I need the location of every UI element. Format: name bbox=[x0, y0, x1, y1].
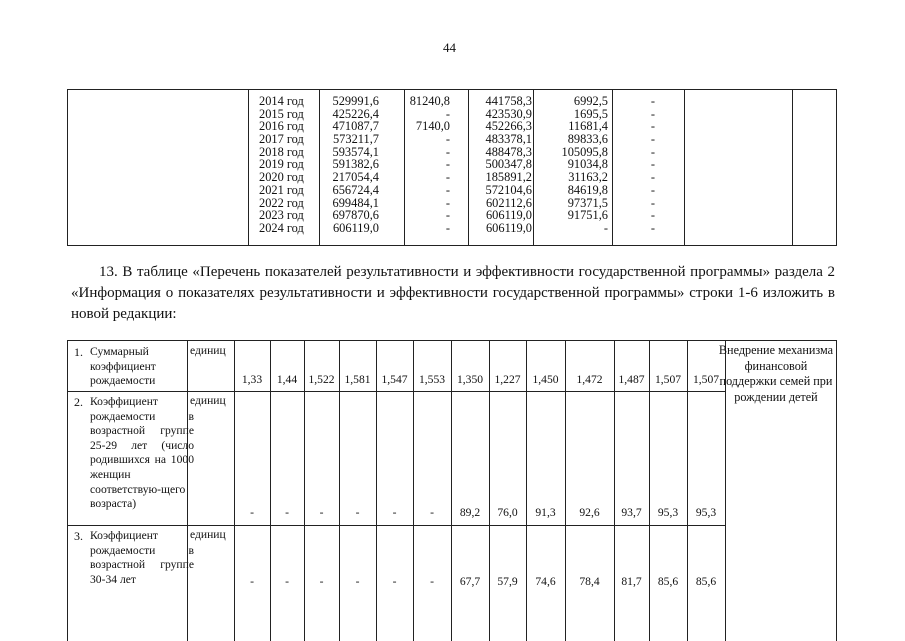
regional-cell: 572104,6 bbox=[485, 182, 532, 197]
page-number: 44 bbox=[443, 40, 456, 55]
year-cell: 2019 год bbox=[259, 157, 304, 172]
regional-cell: 606119,0 bbox=[485, 208, 532, 223]
value-cell: 1,350 bbox=[456, 373, 484, 386]
local-cell: 97371,5 bbox=[567, 195, 608, 210]
value-cell: 1,507 bbox=[692, 373, 720, 386]
local-cell: 91751,6 bbox=[567, 208, 608, 223]
value-cell: - bbox=[392, 506, 397, 519]
measure-note: Внедрение механизма финансовой поддержки семей при рождении детей bbox=[718, 343, 834, 404]
amendment-paragraph bbox=[71, 262, 835, 325]
value-cell: 1,227 bbox=[494, 373, 521, 386]
local-cell: 89833,6 bbox=[567, 132, 608, 147]
other-cell: - bbox=[650, 157, 656, 172]
value-cell: 74,6 bbox=[535, 575, 556, 588]
value-cell: 95,3 bbox=[657, 506, 679, 519]
indicators-table bbox=[67, 340, 837, 641]
year-cell: 2018 год bbox=[259, 144, 304, 159]
value-cell: - bbox=[250, 506, 254, 519]
regional-cell: 602112,6 bbox=[485, 195, 532, 210]
other-cell: - bbox=[650, 220, 656, 235]
value-cell: 1,547 bbox=[381, 373, 408, 386]
value-cell: 1,33 bbox=[241, 373, 263, 386]
value-cell: 1,450 bbox=[532, 373, 559, 386]
row-number: 3. bbox=[74, 529, 83, 543]
federal-cell: - bbox=[445, 106, 450, 121]
years-column bbox=[259, 95, 304, 235]
regional-cell: 452266,3 bbox=[485, 119, 532, 134]
total-cell: 573211,7 bbox=[332, 132, 379, 147]
total-cell: 697870,6 bbox=[332, 208, 379, 223]
federal-cell: - bbox=[445, 182, 450, 197]
value-cell: 93,7 bbox=[621, 506, 642, 519]
year-cell: 2023 год bbox=[259, 208, 304, 223]
value-cell: 91,3 bbox=[535, 506, 556, 519]
value-cell: - bbox=[430, 506, 434, 519]
value-cell: - bbox=[319, 506, 324, 519]
value-cell: 85,6 bbox=[657, 575, 679, 588]
federal-cell: - bbox=[445, 195, 450, 210]
other-cell: - bbox=[650, 208, 656, 223]
regional-cell: 423530,9 bbox=[485, 106, 532, 121]
local-cell: 105095,8 bbox=[561, 144, 608, 159]
federal-cell: - bbox=[445, 157, 450, 172]
value-cell: 67,7 bbox=[459, 575, 481, 588]
value-cell: 81,7 bbox=[621, 575, 642, 588]
other-cell: - bbox=[650, 132, 656, 147]
total-cell: 425226,4 bbox=[332, 106, 379, 121]
unit-label: единиц bbox=[190, 344, 226, 357]
other-cell: - bbox=[650, 144, 656, 159]
total-cell: 591382,6 bbox=[332, 157, 379, 172]
other-cell: - bbox=[650, 182, 656, 197]
value-cell: 1,507 bbox=[654, 373, 682, 386]
value-cell: 1,553 bbox=[418, 373, 446, 386]
year-cell: 2021 год bbox=[259, 182, 304, 197]
value-cell: 1,472 bbox=[576, 373, 603, 386]
value-cell: - bbox=[285, 575, 289, 588]
value-cell: - bbox=[355, 575, 360, 588]
federal-cell: 7140,0 bbox=[415, 119, 450, 134]
total-cell: 593574,1 bbox=[332, 144, 379, 159]
total-column bbox=[324, 95, 379, 235]
row-number: 1. bbox=[74, 345, 83, 359]
local-cell: 1695,5 bbox=[573, 106, 608, 121]
value-cell: 85,6 bbox=[695, 575, 717, 588]
year-cell: 2014 год bbox=[259, 94, 304, 108]
unit-label: единиц bbox=[190, 394, 226, 407]
federal-cell: - bbox=[445, 208, 450, 223]
federal-cell: - bbox=[445, 132, 450, 147]
total-cell: 606119,0 bbox=[332, 220, 379, 235]
year-cell: 2017 год bbox=[259, 132, 304, 147]
year-cell: 2020 год bbox=[259, 170, 304, 185]
other-cell: - bbox=[650, 94, 656, 108]
year-cell: 2015 год bbox=[259, 106, 304, 121]
regional-cell: 500347,8 bbox=[485, 157, 532, 172]
value-cell: - bbox=[285, 506, 289, 519]
federal-cell: - bbox=[445, 170, 450, 185]
year-cell: 2024 год bbox=[259, 220, 304, 235]
value-cell: 57,9 bbox=[497, 575, 518, 588]
value-cell: 1,581 bbox=[344, 373, 371, 386]
local-column bbox=[548, 95, 608, 235]
value-cell: 1,487 bbox=[618, 373, 645, 386]
other-cell: - bbox=[650, 119, 656, 134]
value-cell: 95,3 bbox=[695, 506, 717, 519]
regional-cell: 488478,3 bbox=[485, 144, 532, 159]
local-cell: 91034,8 bbox=[567, 157, 608, 172]
value-cell: 92,6 bbox=[579, 506, 600, 519]
total-cell: 529991,6 bbox=[332, 94, 379, 108]
local-cell: 6992,5 bbox=[573, 94, 608, 108]
value-cell: - bbox=[250, 575, 254, 588]
federal-cell: - bbox=[445, 144, 450, 159]
regional-cell: 441758,3 bbox=[485, 94, 532, 108]
row-number: 2. bbox=[74, 395, 83, 409]
year-cell: 2022 год bbox=[259, 195, 304, 210]
regional-cell: 483378,1 bbox=[485, 132, 532, 147]
local-cell: 31163,2 bbox=[568, 170, 608, 185]
indicator-name: Коэффициент рождаемости в возрастной группе 25-29 лет (число родившихся на 1000 женщин соответствую-щего возраста) bbox=[90, 395, 194, 511]
total-cell: 471087,7 bbox=[332, 119, 379, 134]
value-cell: - bbox=[355, 506, 360, 519]
funding-table bbox=[67, 89, 837, 246]
regional-cell: 185891,2 bbox=[485, 170, 532, 185]
value-cell: 76,0 bbox=[497, 506, 518, 519]
federal-cell: 81240,8 bbox=[409, 94, 450, 108]
federal-column bbox=[398, 95, 450, 235]
other-cell: - bbox=[650, 170, 656, 185]
total-cell: 699484,1 bbox=[332, 195, 379, 210]
paragraph-text: 13. В таблице «Перечень показателей результативности и эффективности государственной программы» раздела 2 «Информация о показателях результативности и эффективности государственной программы» строки 1-6 изложить в новой редакции: bbox=[71, 264, 835, 322]
local-cell: 11681,4 bbox=[568, 119, 608, 134]
total-cell: 656724,4 bbox=[332, 182, 379, 197]
value-cell: 1,522 bbox=[308, 373, 335, 386]
indicator-name: Коэффициент рождаемости в возрастной группе 30-34 лет bbox=[90, 529, 194, 586]
value-cell: - bbox=[430, 575, 434, 588]
value-cell: 89,2 bbox=[459, 506, 481, 519]
other-cell: - bbox=[650, 195, 656, 210]
local-cell: 84619,8 bbox=[567, 182, 608, 197]
federal-cell: - bbox=[445, 220, 450, 235]
value-cell: 1,44 bbox=[276, 373, 298, 386]
value-cell: 78,4 bbox=[579, 575, 600, 588]
regional-cell: 606119,0 bbox=[485, 220, 532, 235]
total-cell: 217054,4 bbox=[332, 170, 379, 185]
indicator-name: Суммарный коэффициент рождаемости bbox=[90, 345, 156, 388]
year-cell: 2016 год bbox=[259, 119, 304, 134]
regional-column bbox=[478, 95, 532, 235]
other-cell: - bbox=[650, 106, 656, 121]
local-cell: - bbox=[603, 220, 608, 235]
value-cell: - bbox=[319, 575, 324, 588]
value-cell: - bbox=[392, 575, 397, 588]
other-column bbox=[643, 95, 663, 235]
unit-label: единиц bbox=[190, 528, 226, 541]
